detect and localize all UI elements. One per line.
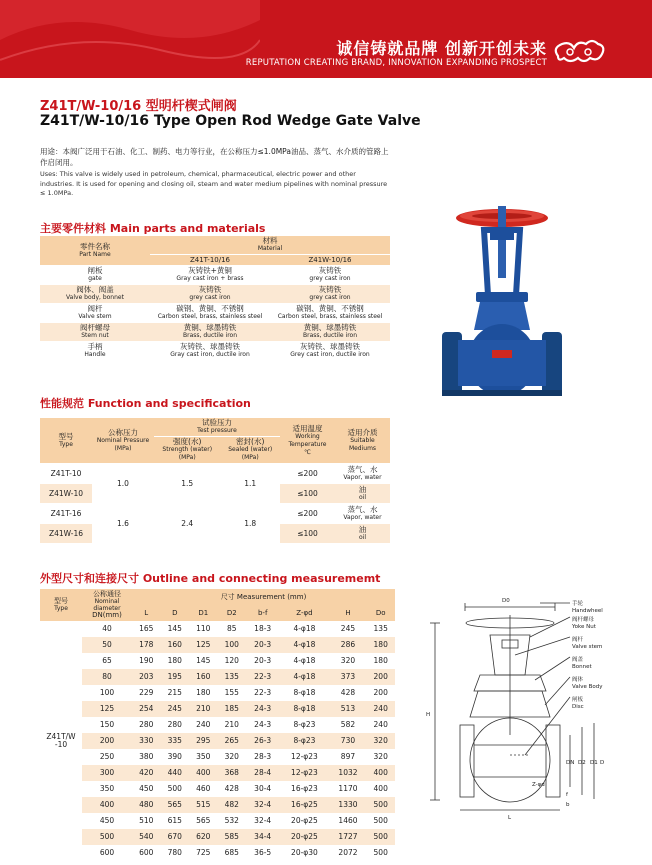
dims-value-cell: 295 [196,736,211,745]
dims-value-cell: 725 [196,848,211,857]
dims-value-cell: 500 [373,816,388,825]
usage-text-cn: 用途：本阀广泛用于石油、化工、制药、电力等行业，在公称压力≤1.0MPa油品、蒸气、水介质的管路上作启闭用。 [40,147,389,167]
dims-value-cell: 20-3 [254,640,272,649]
dims-dn-cell: 300 [99,768,115,777]
dims-value-cell: 400 [196,768,211,777]
banner-wave-decoration [0,0,260,78]
cloud-logo-icon [550,36,610,72]
drawing-label-h: H [426,712,431,718]
dims-row [40,765,395,781]
spec-np-cell: 1.0 [92,464,154,504]
dims-value-cell: 100 [224,640,239,649]
dims-value-cell: 22-3 [254,672,272,681]
dims-value-cell: 428 [340,688,356,697]
dims-value-cell: 600 [139,848,154,857]
dims-value-cell: 20-φ25 [291,816,318,825]
spec-medium-cell: 油 oil [335,484,390,504]
spec-temp-cell: ≤100 [280,484,335,504]
dims-value-cell: 180 [373,640,388,649]
dims-value-cell: 500 [167,784,182,793]
drawing-label-f: f [566,792,568,798]
dims-value-cell: 16-φ23 [291,784,318,793]
dims-value-cell: 513 [340,704,356,713]
material-col2-cell: 灰铸铁 grey cast iron [270,285,390,304]
dims-value-cell: 380 [139,752,154,761]
dims-value-cell: 16-φ25 [291,800,318,809]
dims-value-cell: 482 [224,800,239,809]
dims-value-cell: 8-φ18 [293,688,316,697]
dims-value-cell: 510 [139,816,154,825]
drawing-label-bonnet: 阀盖 Bonnet [572,657,592,670]
dims-value-cell: 20-φ30 [291,848,318,857]
dims-value-cell: 582 [340,720,356,729]
spec-seal-header: 密封(水) Sealed (water) (MPa) [220,437,280,464]
dims-value-cell: 585 [224,832,239,841]
dims-value-cell: 160 [196,672,211,681]
dims-row [40,733,395,749]
dims-value-cell: 286 [340,640,356,649]
part-name-cell: 阀杆螺母 Stem nut [40,323,150,342]
dims-col-header: Do [375,609,386,617]
dims-row [40,701,395,717]
spec-seal-cell: 1.1 [220,464,280,504]
banner-slogan-en: REPUTATION CREATING BRAND, INNOVATION EXPANDING PROSPECT [245,58,547,68]
dims-dn-cell: 200 [99,736,115,745]
dims-value-cell: 390 [167,752,182,761]
dims-value-cell: 500 [373,800,388,809]
dims-value-cell: 20-φ25 [291,832,318,841]
spec-temp-cell: ≤100 [280,524,335,544]
material-row [40,323,390,342]
dims-row [40,685,395,701]
dims-row [40,813,395,829]
dims-value-cell: 195 [167,672,182,681]
drawing-label-handwheel: 手轮 Handwheel [572,601,603,614]
dims-value-cell: 780 [167,848,182,857]
drawing-label-d1: D1 [590,760,598,766]
dims-value-cell: 2072 [338,848,358,857]
dims-value-cell: 24-3 [254,720,272,729]
spec-medium-cell: 蒸气、水 Vapor, water [335,504,390,524]
dims-col-header: D1 [198,609,209,617]
spec-table [40,418,390,544]
material-row [40,285,390,304]
dims-value-cell: 1330 [338,800,358,809]
dims-dn-cell: 125 [99,704,115,713]
dims-dn-cell: 50 [102,640,112,649]
dims-col-header: b-f [257,609,268,617]
dims-value-cell: 8-φ23 [293,720,316,729]
material-row [40,304,390,323]
dims-value-cell: 320 [373,736,388,745]
dims-value-cell: 265 [224,736,239,745]
dims-size-header: 尺寸 Measurement (mm) [220,593,307,601]
dims-value-cell: 428 [224,784,239,793]
dims-value-cell: 245 [340,624,356,633]
dims-value-cell: 36-5 [254,848,272,857]
dims-value-cell: 620 [196,832,211,841]
dims-value-cell: 178 [139,640,154,649]
dims-value-cell: 4-φ18 [293,672,316,681]
dims-value-cell: 203 [139,672,154,681]
dims-value-cell: 32-4 [254,816,272,825]
dims-value-cell: 8-φ23 [293,736,316,745]
dims-value-cell: 565 [167,800,182,809]
dims-value-cell: 320 [373,752,388,761]
dims-dn-cell: 100 [99,688,115,697]
dims-value-cell: 480 [139,800,154,809]
dims-value-cell: 515 [196,800,211,809]
spec-type-cell: Z41W-10 [40,484,92,504]
part-name-cell: 阀体、阀盖 Valve body, bonnet [40,285,150,304]
spec-type-header: 型号 Type [40,418,92,464]
dims-value-cell: 4-φ18 [293,624,316,633]
dims-value-cell: 120 [224,656,239,665]
materials-heading: 主要零件材料 Main parts and materials [40,222,266,235]
drawing-label-stem: 阀杆 Valve stem [572,637,603,650]
dims-value-cell: 18-3 [254,624,272,633]
drawing-label-z: Z-φd [532,782,545,788]
dims-value-cell: 85 [227,624,237,633]
dims-value-cell: 1460 [338,816,358,825]
dims-value-cell: 12-φ23 [291,768,318,777]
material-col1-cell: 碳钢、黄铜、不锈钢 Carbon steel, brass, stainless steel [150,304,270,323]
dims-dn-cell: 65 [102,656,112,665]
spec-medium-cell: 油 oil [335,524,390,544]
spec-type-cell: Z41T-16 [40,504,92,524]
dims-row [40,621,395,637]
spec-medium-header: 适用介质 Suitable Mediums [335,418,390,464]
dims-value-cell: 730 [340,736,356,745]
banner-slogan-cn: 诚信铸就品牌 创新开创未来 [336,39,547,58]
dims-value-cell: 460 [196,784,211,793]
dims-value-cell: 32-4 [254,800,272,809]
spec-strength-cell: 2.4 [154,504,220,544]
dims-value-cell: 125 [196,640,211,649]
dims-dn-cell: 80 [102,672,112,681]
dims-value-cell: 160 [167,640,182,649]
dims-value-cell: 240 [196,720,211,729]
drawing-label-yokenut: 阀杆螺母 Yoke Nut [572,617,596,630]
dims-table [40,589,395,861]
dims-value-cell: 28-3 [254,752,272,761]
spec-type-cell: Z41W-16 [40,524,92,544]
dims-value-cell: 1032 [338,768,358,777]
dims-value-cell: 135 [224,672,239,681]
dims-value-cell: 280 [139,720,154,729]
dims-value-cell: 200 [373,672,388,681]
material-header: 材料 Material [150,236,390,255]
dims-value-cell: 210 [224,720,239,729]
gate-valve-illustration [440,200,570,410]
drawing-label-l: L [508,815,512,821]
dims-value-cell: 240 [373,704,388,713]
part-name-cell: 闸板 gate [40,266,150,285]
materials-table [40,236,390,361]
dims-row [40,653,395,669]
usage-text-en: Uses: This valve is widely used in petroleum, chemical, pharmaceutical, electric power and other industries. It is used for opening and closing oil, steam and water medium pipelines with nominal pressure ≤ 1.0MPa. [40,170,388,197]
dims-value-cell: 165 [139,624,154,633]
dims-value-cell: 4-φ18 [293,656,316,665]
spec-temp-header: 适用温度 Working Temperature ℃ [280,418,335,464]
dims-col-header: D [172,609,178,617]
drawing-label-dn: DN [566,760,575,766]
dims-value-cell: 24-3 [254,704,272,713]
part-name-header: 零件名称 Part Name [40,236,150,266]
dims-row [40,637,395,653]
dims-value-cell: 1170 [338,784,358,793]
spec-seal-cell: 1.8 [220,504,280,544]
spec-heading: 性能规范 Function and specification [40,397,251,410]
dims-value-cell: 110 [196,624,211,633]
material-col2-cell: 黄铜、球墨铸铁 Brass, ductile iron [270,323,390,342]
dims-value-cell: 532 [224,816,239,825]
dims-value-cell: 28-4 [254,768,272,777]
drawing-label-d0: D0 [502,598,510,604]
dims-value-cell: 210 [196,704,211,713]
dims-value-cell: 30-4 [254,784,272,793]
header-banner [0,0,652,78]
dims-value-cell: 240 [373,720,388,729]
dims-row [40,845,395,861]
material-row [40,342,390,361]
dims-value-cell: 229 [139,688,154,697]
dims-value-cell: 215 [167,688,182,697]
dims-value-cell: 450 [139,784,154,793]
valve-dimension-drawing [420,595,635,845]
spec-strength-cell: 1.5 [154,464,220,504]
material-col1-cell: 黄铜、球墨铸铁 Brass, ductile iron [150,323,270,342]
dims-value-cell: 145 [196,656,211,665]
part-name-cell: 阀杆 Valve stem [40,304,150,323]
dims-value-cell: 190 [139,656,154,665]
material-row [40,266,390,285]
dims-row [40,797,395,813]
dims-value-cell: 22-3 [254,688,272,697]
dims-dn-header: 公称通径 Nominal diameter DN(mm) [92,590,122,619]
dims-value-cell: 335 [167,736,182,745]
dims-value-cell: 320 [224,752,239,761]
dims-col-header: L [144,609,149,617]
page-title-en: Z41T/W-10/16 Type Open Rod Wedge Gate Valve [40,113,421,129]
spec-temp-cell: ≤200 [280,504,335,524]
material-col2-cell: 碳钢、黄铜、不锈钢 Carbon steel, brass, stainless steel [270,304,390,323]
dims-row [40,717,395,733]
drawing-label-body: 阀体 Valve Body [572,677,603,690]
spec-type-cell: Z41T-10 [40,464,92,484]
page-title-cn: Z41T/W-10/16 型明杆楔式闸阀 [40,99,237,114]
material-col2-cell: 灰铸铁 grey cast iron [270,266,390,285]
dims-col-header: Z-φd [296,609,313,617]
part-name-cell: 手柄 Handle [40,342,150,361]
dims-dn-cell: 500 [99,832,115,841]
dims-value-cell: 440 [167,768,182,777]
drawing-label-b: b [566,802,570,808]
dims-type-cell: Z41T/W -10 [40,621,82,861]
dims-dn-cell: 600 [99,848,115,857]
dims-value-cell: 180 [373,656,388,665]
dims-row [40,829,395,845]
spec-np-cell: 1.6 [92,504,154,544]
dims-value-cell: 373 [340,672,356,681]
dims-value-cell: 180 [196,688,211,697]
dims-value-cell: 400 [373,784,388,793]
dims-value-cell: 500 [373,848,388,857]
dims-value-cell: 200 [373,688,388,697]
dims-value-cell: 685 [224,848,239,857]
dims-value-cell: 12-φ23 [291,752,318,761]
material-col1-cell: 灰铸铁、球墨铸铁 Gray cast iron, ductile iron [150,342,270,361]
dims-value-cell: 155 [224,688,239,697]
spec-strength-header: 强度(水) Strength (water) (MPa) [154,437,220,464]
dims-value-cell: 4-φ18 [293,640,316,649]
dims-value-cell: 540 [139,832,154,841]
dims-dn-cell: 400 [99,800,115,809]
spec-temp-cell: ≤200 [280,464,335,484]
dims-dn-cell: 40 [102,624,112,633]
drawing-label-d: D [600,760,605,766]
dims-value-cell: 245 [167,704,182,713]
spec-medium-cell: 蒸气、水 Vapor, water [335,464,390,484]
dims-value-cell: 565 [196,816,211,825]
dims-value-cell: 135 [373,624,388,633]
dims-value-cell: 420 [139,768,154,777]
dims-value-cell: 615 [167,816,182,825]
dims-value-cell: 400 [373,768,388,777]
drawing-label-d2: D2 [578,760,586,766]
material-col1-cell: 灰铸铁+黄铜 Gray cast iron + brass [150,266,270,285]
dims-heading: 外型尺寸和连接尺寸 Outline and connecting measurememt [40,572,381,585]
dims-value-cell: 180 [167,656,182,665]
dims-value-cell: 26-3 [254,736,272,745]
dims-row [40,749,395,765]
dims-value-cell: 280 [167,720,182,729]
dims-value-cell: 20-3 [254,656,272,665]
dims-dn-cell: 350 [99,784,115,793]
dims-value-cell: 500 [373,832,388,841]
material-col2-cell: 灰铸铁、球墨铸铁 Grey cast iron, ductile iron [270,342,390,361]
dims-dn-cell: 250 [99,752,115,761]
dims-value-cell: 1727 [338,832,358,841]
dims-value-cell: 34-4 [254,832,272,841]
dims-value-cell: 330 [139,736,154,745]
dims-col-header: H [345,609,351,617]
dims-value-cell: 368 [224,768,239,777]
material-col1-header: Z41T-10/16 [150,255,270,266]
dims-value-cell: 145 [167,624,182,633]
dims-value-cell: 254 [139,704,154,713]
drawing-label-disc: 闸板 Disc [572,697,584,710]
dims-dn-cell: 450 [99,816,115,825]
dims-type-header: 型号 Type [54,597,68,612]
spec-np-header: 公称压力 Nominal Pressure (MPa) [92,418,154,464]
material-col2-header: Z41W-10/16 [270,255,390,266]
dims-value-cell: 320 [340,656,356,665]
material-col1-cell: 灰铸铁 grey cast iron [150,285,270,304]
dims-col-header: D2 [226,609,237,617]
dims-value-cell: 8-φ18 [293,704,316,713]
dims-dn-cell: 150 [99,720,115,729]
dims-value-cell: 185 [224,704,239,713]
dims-value-cell: 670 [167,832,182,841]
dims-value-cell: 350 [196,752,211,761]
dims-row [40,781,395,797]
spec-test-header: 试验压力 Test pressure [154,418,280,437]
dims-value-cell: 897 [340,752,356,761]
dims-row [40,669,395,685]
